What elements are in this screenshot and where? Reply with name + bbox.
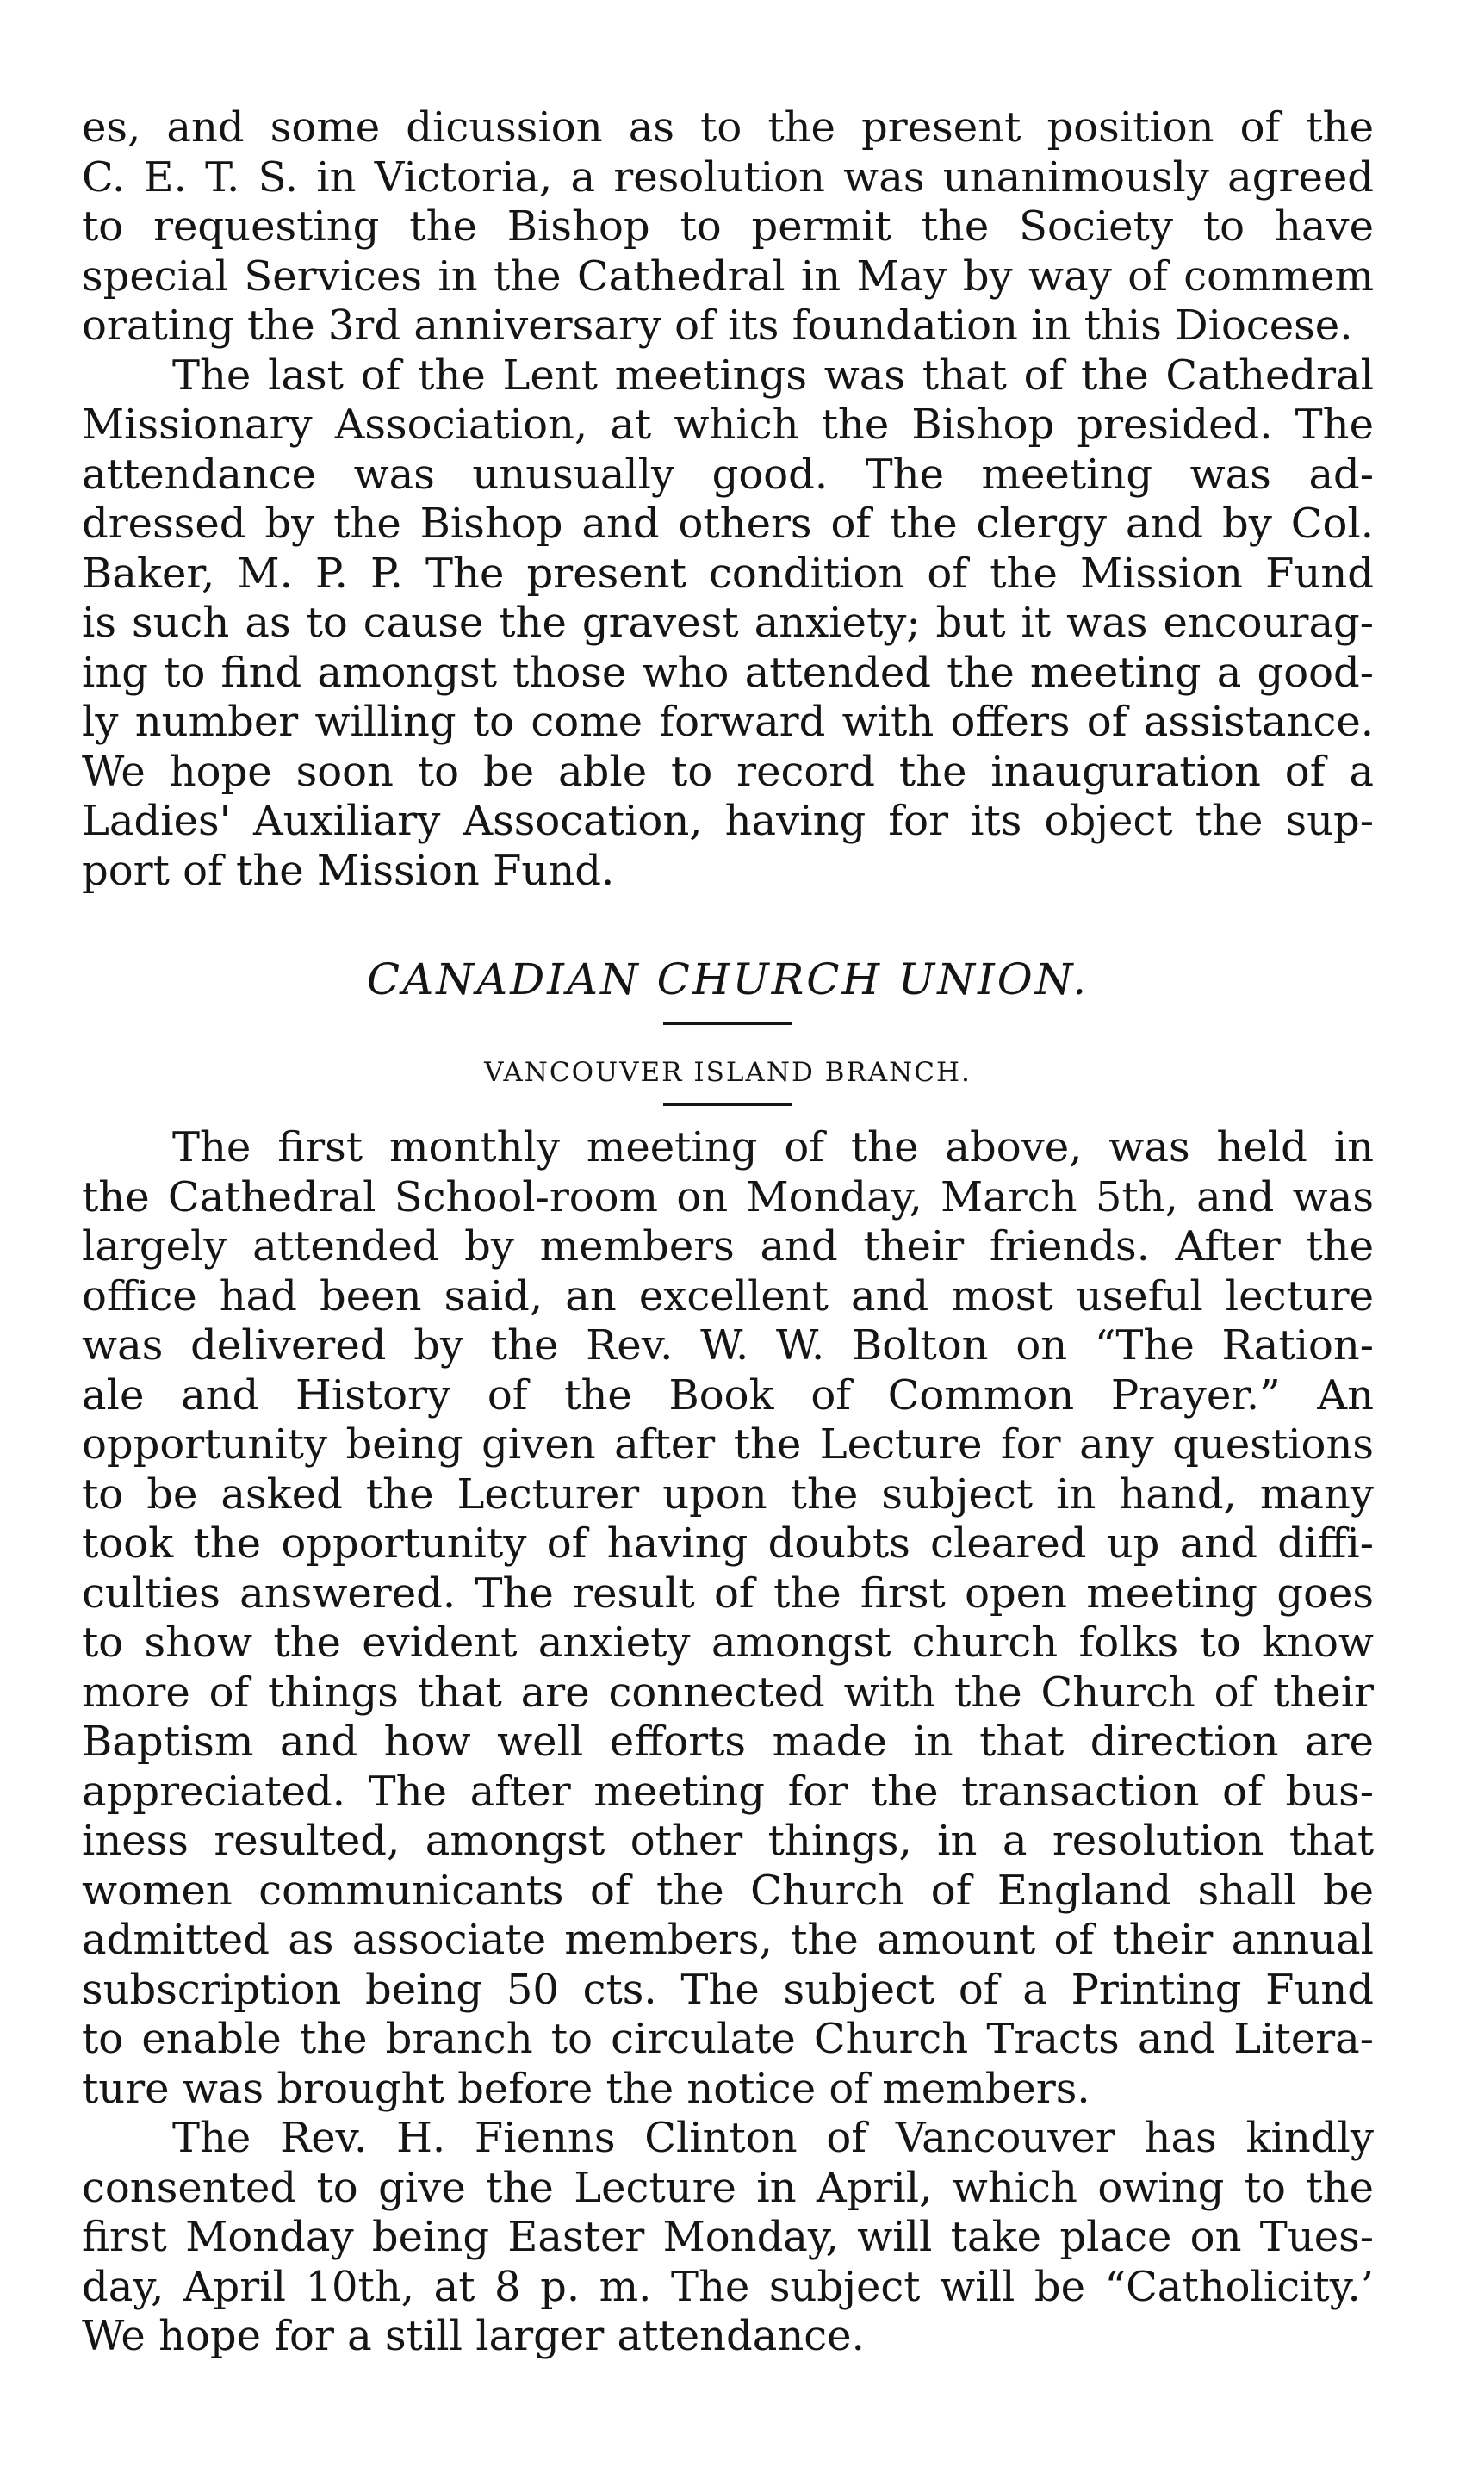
text-line: day, April 10th, at 8 p. m. The subject will be “Catholicity.’ [82,2262,1374,2311]
text-line: We hope for a still larger attendance. [82,2312,865,2360]
next-lecture-paragraph [82,2114,1374,2362]
text-line: orating the 3rd anniversary of its foundation in this Diocese. [82,301,1353,350]
text-line: to enable the branch to circulate Church Tracts and Litera- [82,2015,1374,2063]
text-line: was delivered by the Rev. W. W. Bolton on “The Ration- [82,1321,1374,1370]
text-line: women communicants of the Church of England shall be [82,1866,1374,1915]
text-line: took the opportunity of having doubts cleared up and diffi- [82,1519,1374,1568]
text-line: ture was brought before the notice of members. [82,2064,1090,2113]
text-line: es, and some dicussion as to the present position of the [82,103,1374,152]
text-line: iness resulted, amongst other things, in a resolution that [82,1817,1374,1865]
text-line: attendance was unusually good. The meeting was ad- [82,450,1374,499]
text-line: opportunity being given after the Lecture for any questions [82,1420,1374,1469]
text-line: ing to find amongst those who attended the meeting a good- [82,648,1374,697]
monthly-meeting-paragraph [82,1123,1374,2114]
heading-rule [663,1022,792,1025]
text-line: ly number willing to come forward with offers of assistance. [82,698,1374,746]
subheading-rule [663,1103,792,1106]
text-line: the Cathedral School-room on Monday, March 5th, and was [82,1172,1374,1221]
missionary-association-paragraph [82,351,1374,897]
text-line: dressed by the Bishop and others of the clergy and by Col. [82,500,1374,548]
text-line: Ladies' Auxiliary Assocation, having for its object the sup- [82,797,1374,845]
text-line: Baker, M. P. P. The present condition of the Mission Fund [82,549,1374,598]
text-line: The last of the Lent meetings was that of the Cathedral [172,351,1374,400]
text-column [82,103,1374,2362]
text-line: to show the evident anxiety amongst church folks to know [82,1619,1374,1667]
text-line: Missionary Association, at which the Bishop presided. The [82,401,1374,449]
text-line: office had been said, an excellent and most useful lecture [82,1271,1374,1320]
section-subheading: VANCOUVER ISLAND BRANCH. [484,1057,972,1088]
text-line: The first monthly meeting of the above, was held in [172,1123,1374,1171]
text-line: first Monday being Easter Monday, will take place on Tues- [82,2213,1374,2261]
text-line: ale and History of the Book of Common Prayer.” An [82,1370,1374,1420]
text-line: special Services in the Cathedral in May by way of commem [82,252,1374,301]
text-line: admitted as associate members, the amount of their annual [82,1916,1374,1964]
text-line: largely attended by members and their friends. After the [82,1222,1374,1271]
text-line: to requesting the Bishop to permit the Society to have [82,202,1374,251]
text-line: Baptism and how well efforts made in that direction are [82,1718,1374,1766]
text-line: is such as to cause the gravest anxiety; but it was encourag- [82,599,1374,647]
text-line: subscription being 50 cts. The subject of a Printing Fund [82,1965,1374,2014]
text-line: more of things that are connected with the Church of their [82,1668,1374,1717]
text-line: port of the Mission Fund. [82,846,615,895]
text-line: to be asked the Lecturer upon the subject in hand, many [82,1470,1374,1519]
text-line: The Rev. H. Fienns Clinton of Vancouver has kindly [172,2114,1374,2162]
section-heading: CANADIAN CHURCH UNION. [366,954,1090,1004]
text-line: appreciated. The after meeting for the transaction of bus- [82,1767,1374,1816]
text-line: C. E. T. S. in Victoria, a resolution was unanimously agreed [82,152,1374,202]
text-line: We hope soon to be able to record the inauguration of a [82,747,1374,796]
text-line: consented to give the Lecture in April, which owing to the [82,2163,1374,2212]
continued-paragraph [82,103,1374,351]
text-line: culties answered. The result of the first open meeting goes [82,1569,1374,1618]
